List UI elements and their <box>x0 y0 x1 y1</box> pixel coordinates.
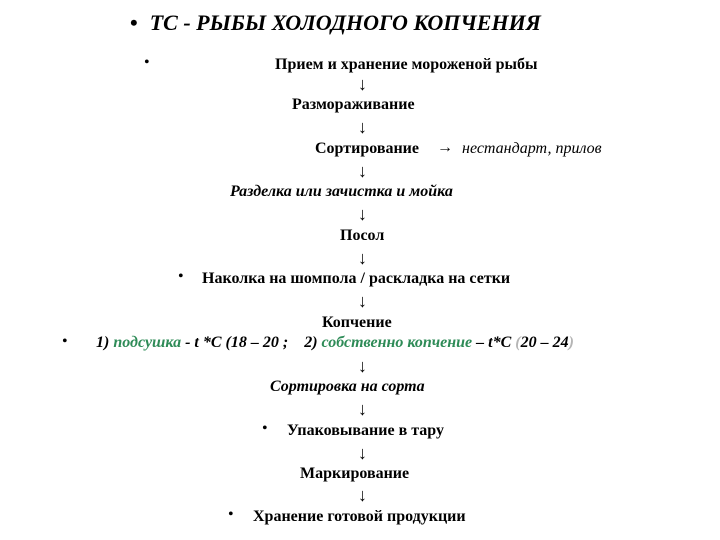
step-smoking: Копчение <box>322 314 392 331</box>
smoking-detail <box>96 334 574 352</box>
bullet-smoking-detail: • <box>62 333 68 350</box>
step-defrost: Размораживание <box>292 96 415 113</box>
side-arrow: → <box>437 139 453 156</box>
sort-side-output: нестандарт, прилов <box>462 140 602 157</box>
phase1-name: подсушка <box>113 334 182 351</box>
flow-arrow: ↓ <box>358 248 367 268</box>
flow-arrow: ↓ <box>358 356 367 376</box>
phase1-temp: - t *С (18 – 20 ; <box>185 334 289 351</box>
title-bullet: • <box>130 10 138 35</box>
bullet-receive: • <box>144 54 150 71</box>
flow-arrow: ↓ <box>358 443 367 463</box>
page-title <box>130 10 541 36</box>
step-store: Хранение готовой продукции <box>253 508 466 525</box>
step-salt: Посол <box>340 227 385 244</box>
bullet-store: • <box>228 506 234 523</box>
step-cut: Разделка или зачистка и мойка <box>230 183 453 200</box>
flow-arrow: ↓ <box>358 399 367 419</box>
flow-arrow: ↓ <box>358 291 367 311</box>
flow-arrow: ↓ <box>358 485 367 505</box>
phase2-range: 20 – 24 <box>520 334 569 351</box>
step-pack: Упаковывание в тару <box>287 422 444 439</box>
flow-arrow: ↓ <box>358 74 367 94</box>
phase2-temp: – t*С <box>476 334 512 351</box>
step-receive: Прием и хранение мороженой рыбы <box>275 56 538 73</box>
flow-arrow: ↓ <box>358 117 367 137</box>
step-grade: Сортировка на сорта <box>270 378 425 395</box>
step-sort: Сортирование <box>315 140 419 157</box>
title-text: ТС - РЫБЫ ХОЛОДНОГО КОПЧЕНИЯ <box>149 10 541 35</box>
step-skewer: Наколка на шомпола / раскладка на сетки <box>202 270 511 287</box>
step-label: Маркирование <box>300 465 410 482</box>
flow-arrow: ↓ <box>358 204 367 224</box>
bullet-pack: • <box>262 420 268 437</box>
phase2-number: 2) <box>304 334 318 351</box>
phase2-range-close: ) <box>568 334 574 351</box>
bullet-skewer: • <box>178 268 184 285</box>
phase1-number: 1) <box>96 334 110 351</box>
flow-arrow: ↓ <box>358 161 367 181</box>
phase2-name: собственно копчение <box>321 334 473 351</box>
phase2-range-open: ( <box>515 334 521 351</box>
